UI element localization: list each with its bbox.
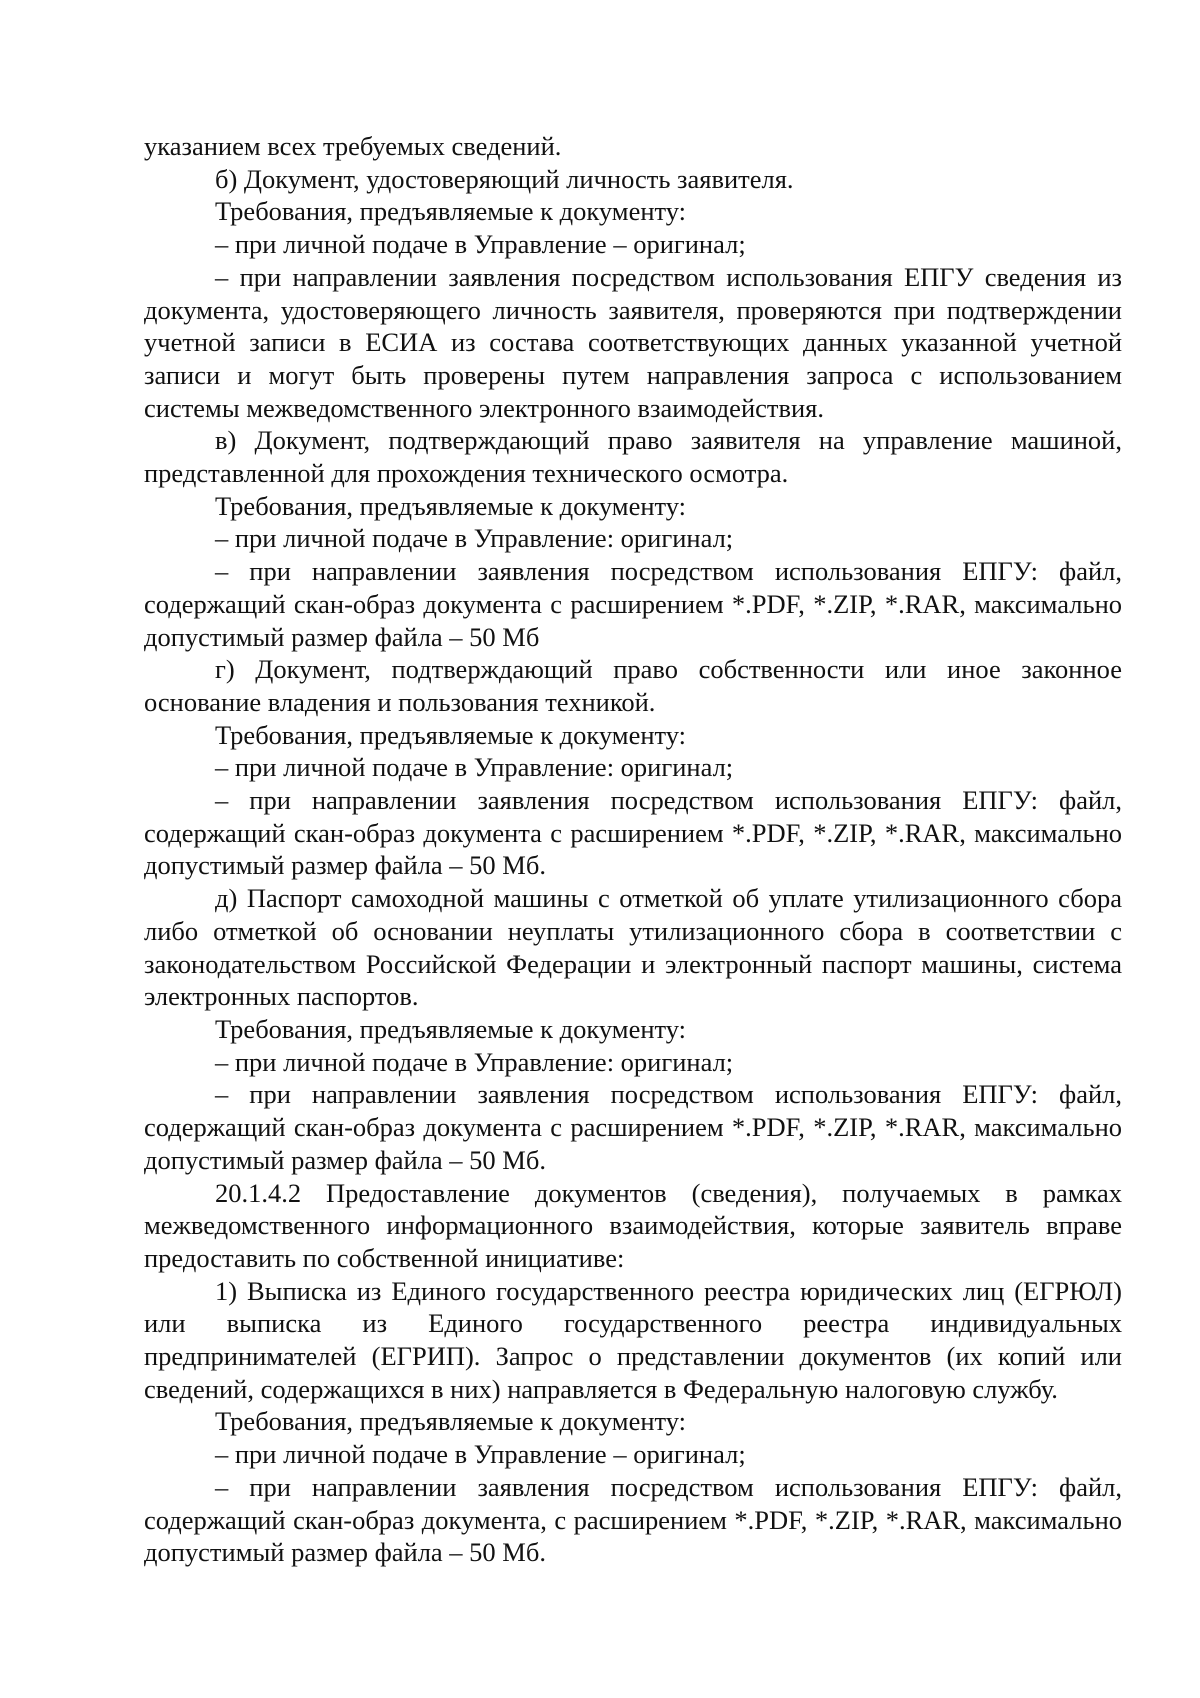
paragraph-requirement-epgu: – при направлении заявления посредством использования ЕПГУ: файл, содержащий скан-образ документа, с расширением *.PDF, *.ZIP, *.RAR, максимально допустимый размер файла – 50 Мб. <box>144 1471 1122 1568</box>
paragraph-item-v: в) Документ, подтверждающий право заявителя на управление машиной, представленной для прохождения технического осмотра. <box>144 425 1122 489</box>
paragraph-requirement-in-person: – при личной подаче в Управление – оригинал; <box>215 1439 746 1470</box>
document-body <box>144 130 1122 1569</box>
paragraph-requirement-epgu: – при направлении заявления посредством использования ЕПГУ: файл, содержащий скан-образ документа с расширением *.PDF, *.ZIP, *.RAR, максимально допустимый размер файла – 50 Мб. <box>144 785 1122 881</box>
paragraph-requirements-heading: Требования, предъявляемые к документу: <box>215 196 687 227</box>
paragraph-requirements-heading: Требования, предъявляемые к документу: <box>215 490 687 521</box>
paragraph-item-1: 1) Выписка из Единого государственного реестра юридических лиц (ЕГРЮЛ) или выписка из Единого государственного реестра индивидуальных предпринимателей (ЕГРИП). Запрос о представлении документов (их копий или сведений, содержащихся в них) направляется в Федеральную налоговую службу. <box>144 1275 1122 1404</box>
paragraph-requirement-epgu: – при направлении заявления посредством использования ЕПГУ: файл, содержащий скан-образ документа с расширением *.PDF, *.ZIP, *.RAR, максимально допустимый размер файла – 50 Мб. <box>144 1079 1122 1175</box>
paragraph-requirement-epgu: – при направлении заявления посредством использования ЕПГУ: файл, содержащий скан-образ документа с расширением *.PDF, *.ZIP, *.RAR, максимально допустимый размер файла – 50 Мб <box>144 556 1122 652</box>
paragraph-item-g: г) Документ, подтверждающий право собственности или иное законное основание владения и пользования техникой. <box>144 654 1122 717</box>
paragraph-section-20-1-4-2: 20.1.4.2 Предоставление документов (сведения), получаемых в рамках межведомственного информационного взаимодействия, которые заявитель вправе предоставить по собственной инициативе: <box>144 1177 1122 1273</box>
paragraph-requirements-heading: Требования, предъявляемые к документу: <box>215 1013 687 1044</box>
paragraph-requirement-epgu: – при направлении заявления посредством использования ЕПГУ сведения из документа, удостоверяющего личность заявителя, проверяются при подтверждении учетной записи в ЕСИА из состава соответствующих данных указанной учетной записи и могут быть проверены путем направления запроса с использованием системы межведомственного электронного взаимодействия. <box>144 261 1122 423</box>
paragraph-requirement-in-person: – при личной подаче в Управление: оригинал; <box>215 752 734 783</box>
paragraph-requirements-heading: Требования, предъявляемые к документу: <box>215 1406 687 1437</box>
paragraph-requirements-heading: Требования, предъявляемые к документу: <box>215 719 687 750</box>
paragraph-item-b: б) Документ, удостоверяющий личность заявителя. <box>215 163 794 194</box>
paragraph-requirement-in-person: – при личной подаче в Управление: оригинал; <box>215 1046 734 1077</box>
paragraph-continuation: указанием всех требуемых сведений. <box>144 131 562 161</box>
paragraph-item-d: д) Паспорт самоходной машины с отметкой об уплате утилизационного сбора либо отметкой об основании неуплаты утилизационного сбора в соответствии с законодательством Российской Федерации и электронный паспорт машины, система электронных паспортов. <box>144 883 1122 1012</box>
paragraph-requirement-in-person: – при личной подаче в Управление – оригинал; <box>215 229 746 260</box>
paragraph-requirement-in-person: – при личной подаче в Управление: оригинал; <box>215 523 734 554</box>
